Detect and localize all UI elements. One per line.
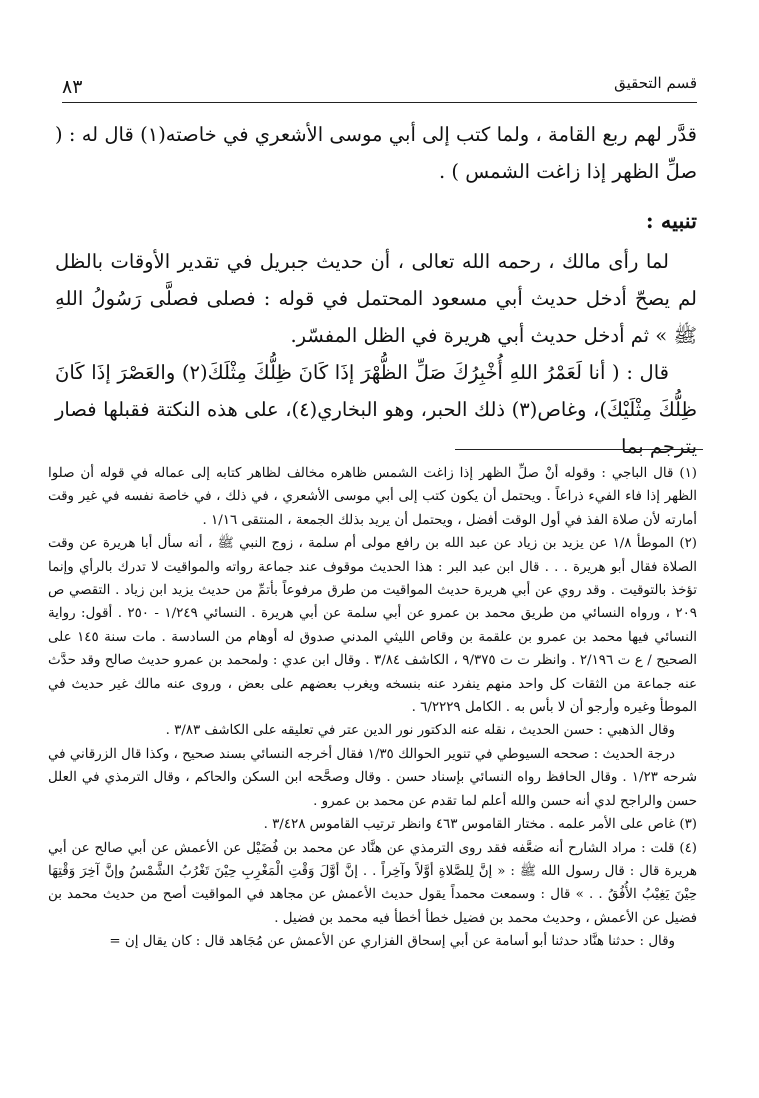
paragraph-2: لما رأى مالك ، رحمه الله تعالى ، أن حديث جبريل في تقدير الأوقات بالظل لم يصحّ أدخل حديث أبي مسعود المحتمل في قوله : فصلى فصلَّى رَسُولُ اللهِ ﷺ » ثم أدخل حديث أبي هريرة في الظل المفسّر. (55, 250, 697, 347)
paragraph-1: قدَّر لهم ربع القامة ، ولما كتب إلى أبي موسى الأشعري في خاصته(١) قال له : ( صلِّ الظهر إذا زاغت الشمس ) . (55, 123, 698, 183)
heading-tanbih: تنبيه : (645, 208, 697, 233)
footnote-divider (455, 449, 703, 450)
footnote-2-grade: درجة الحديث : صححه السيوطي في تنوير الحوالك ١/٣٥ فقال أخرجه النسائي بسند صحيح ، وكذا قال الزرقاني في شرحه ١/٢٣ . وقال الحافظ رواه النسائي بإسناد حسن . وقال وصحَّحه ابن السكن والحاكم ، وقال الترمذي في العلل حسن والراجح لدي أنه حسن والله أعلم لما تقدم عن محمد بن عمرو . (48, 746, 697, 809)
footnotes (48, 462, 697, 954)
footnote-3: (٣) غاص على الأمر علمه . مختار القاموس ٤٦٣ وانظر ترتيب القاموس ٣/٤٢٨ . (263, 817, 697, 833)
footnote-2-dhahabi: وقال الذهبي : حسن الحديث ، نقله عنه الدكتور نور الدين عتر في تعليقه على الكاشف ٣/٨٣ . (165, 723, 675, 739)
footnote-4: (٤) قلت : مراد الشارح أنه ضعَّفه فقد روى الترمذي عن هنَّاد عن محمد بن فُضَيْل عن الأعمش عن أبي صالح عن أبي هريرة قال : قال رسول الله ﷺ : « إنَّ لِلصَّلاةِ أوَّلاً وآخِراً . . إنَّ أوَّلَ وَقْتِ الْمَغْرِبِ حِيْنَ تَغْرُبُ الشَّمْسُ وإنَّ آخِرَ وَقْتِهَا حِيْنَ يَغِيْبُ الأُفُقُ . . » قال : وسمعت محمداً يقول حديث الأعمش عن مجاهد في المواقيت أصح من حديث محمد بن فضيل عن الأعمش ، وحديث محمد بن فضيل خطأ أخطأ فيه محمد بن فضيل . (48, 840, 697, 926)
main-text (55, 116, 697, 465)
footnote-1: (١) قال الباجي : وقوله أنْ صلِّ الظهر إذا زاغت الشمس ظاهره مخالف لظاهر كتابه إلى عماله في قوله أن صلوا الظهر إذا فاء الفيء ذراعاً . ويحتمل أن يكون كتب إلى أبي موسى الأشعري ، في ذلك ، في خاصة نفسه في غير وقت أمارته لأن صلاة الفذ في أول الوقت أفضل ، ويحتمل أن يريد بذلك الجمعة ، المنتقى ١/١٦ . (48, 466, 697, 528)
footnote-4-continued: وقال : حدثنا هنَّاد حدثنا أبو أسامة عن أبي إسحاق الفزاري عن الأعمش عن مُجَاهد قال : كان يقال إن = (109, 934, 675, 950)
page-header (62, 72, 697, 103)
paragraph-3: قال : ( أنا لَعَمْرُ اللهِ أُخْبِرُكَ صَلِّ الظُّهْرَ إذَا كَانَ ظِلُّكَ مِثْلَكَ(٢) والعَصْرَ إذَا كَانَ ظِلُّكَ مِثْلَيْكَ)، وغاص(٣) ذلك الحبر، وهو البخاري(٤)، على هذه النكتة فقبلها فصار يترجم بما (55, 361, 697, 458)
footnote-2: (٢) الموطأ ١/٨ عن يزيد بن زياد عن عبد الله بن رافع مولى أم سلمة ، زوج النبي ﷺ ، أنه سأل أبا هريرة عن وقت الصلاة فقال أبو هريرة . . . قال ابن عبد البر : هذا الحديث موقوف عند جماعة رواته والمواقيت لا تدرك بالرأي وإنما تؤخذ بالتوقيت . وقد روي عن أبي هريرة حديث المواقيت من طرق مرفوعاً بأتمِّ من حديث يزيد ابن زياد . التقصي ص ٢٠٩ ، ورواه النسائي من طريق محمد بن عمرو عن أبي سلمة عن أبي هريرة . النسائي ١/٢٤٩ - ٢٥٠ . أقول: رواية النسائي فيها محمد بن عمرو بن علقمة بن وقاص الليثي المدني صدوق له أوهام من السادسة . مات سنة ١٤٥ على الصحيح / ع ت ٢/١٩٦ . وانظر ت ت ٩/٣٧٥ ، الكاشف ٣/٨٤ . وقال ابن عدي : ولمحمد بن عمرو حديث صالح وقد حدَّث عنه جماعة من الثقات كل واحد منهم ينفرد عنه بنسخه ويغرب بعضهم على بعض ، وروى عنه مالك غير حديث في الموطأ وغيره وأرجو أن لا بأس به . الكامل ٦/٢٢٢٩ . (48, 536, 698, 716)
page-number: ٨٣ (62, 76, 83, 98)
section-title: قسم التحقيق (614, 74, 697, 92)
